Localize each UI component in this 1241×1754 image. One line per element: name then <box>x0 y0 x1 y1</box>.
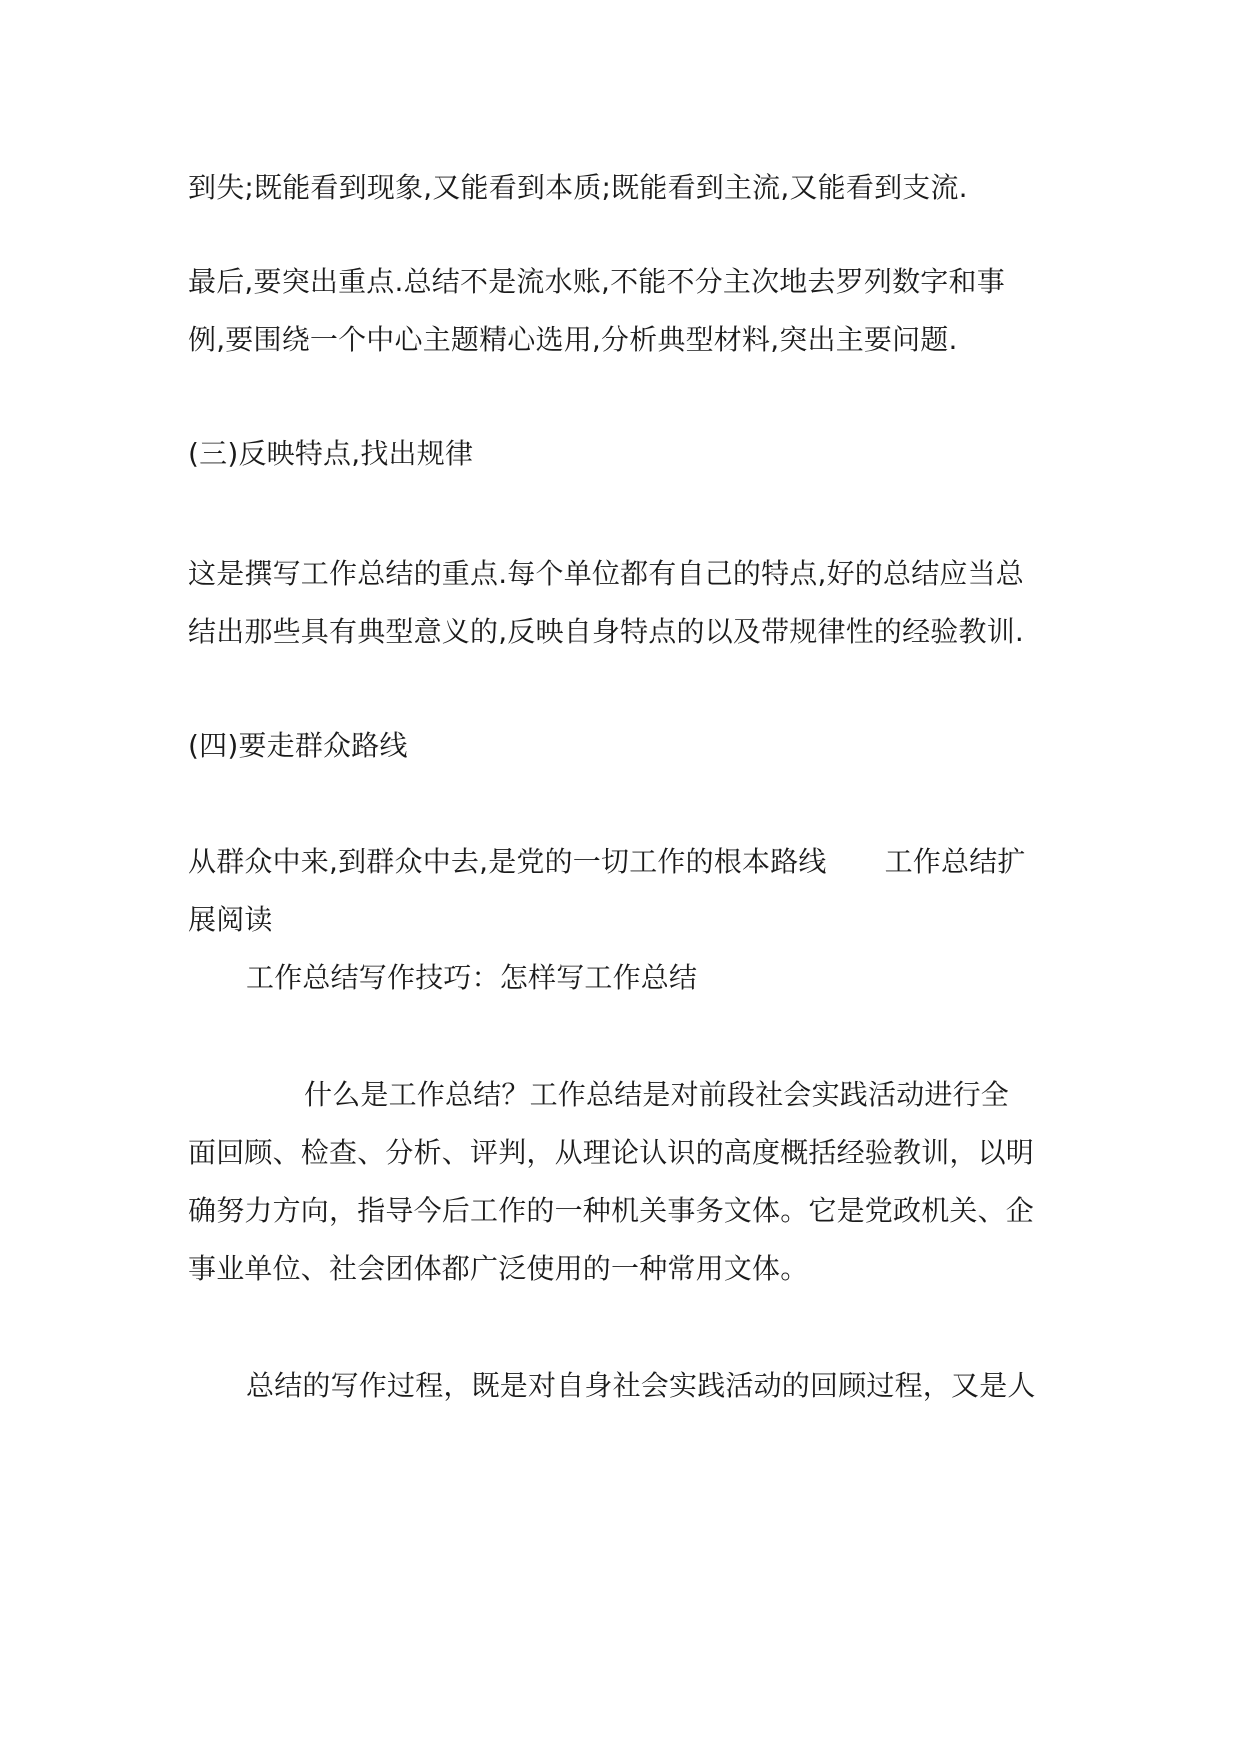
text-segment: 从群众中来,到群众中去,是党的一切工作的根本路线 <box>188 845 827 878</box>
text-line: 最后,要突出重点.总结不是流水账,不能不分主次地去罗列数字和事 <box>188 265 1005 298</box>
text-line: 确努力方向，指导今后工作的一种机关事务文体。它是党政机关、企 <box>188 1194 1035 1227</box>
text-line: 例,要围绕一个中心主题精心选用,分析典型材料,突出主要问题. <box>188 323 958 356</box>
text-line <box>188 842 1068 882</box>
text-line: 到失;既能看到现象,又能看到本质;既能看到主流,又能看到支流. <box>188 171 968 204</box>
text-line: 总结的写作过程，既是对自身社会实践活动的回顾过程，又是人 <box>246 1369 1036 1402</box>
section-heading: (三)反映特点,找出规律 <box>188 437 474 470</box>
text-line: 事业单位、社会团体都广泛使用的一种常用文体。 <box>188 1252 809 1285</box>
text-line: 结出那些具有典型意义的,反映自身特点的以及带规律性的经验教训. <box>188 615 1025 648</box>
text-segment: 工作总结扩 <box>884 845 1026 878</box>
text-line: 什么是工作总结？工作总结是对前段社会实践活动进行全 <box>304 1078 1010 1111</box>
section-heading: (四)要走群众路线 <box>188 729 408 762</box>
text-line: 面回顾、检查、分析、评判，从理论认识的高度概括经验教训，以明 <box>188 1136 1035 1169</box>
text-line: 展阅读 <box>188 903 273 936</box>
article-title: 工作总结写作技巧：怎样写工作总结 <box>246 961 698 994</box>
text-line: 这是撰写工作总结的重点.每个单位都有自己的特点,好的总结应当总 <box>188 557 1025 590</box>
